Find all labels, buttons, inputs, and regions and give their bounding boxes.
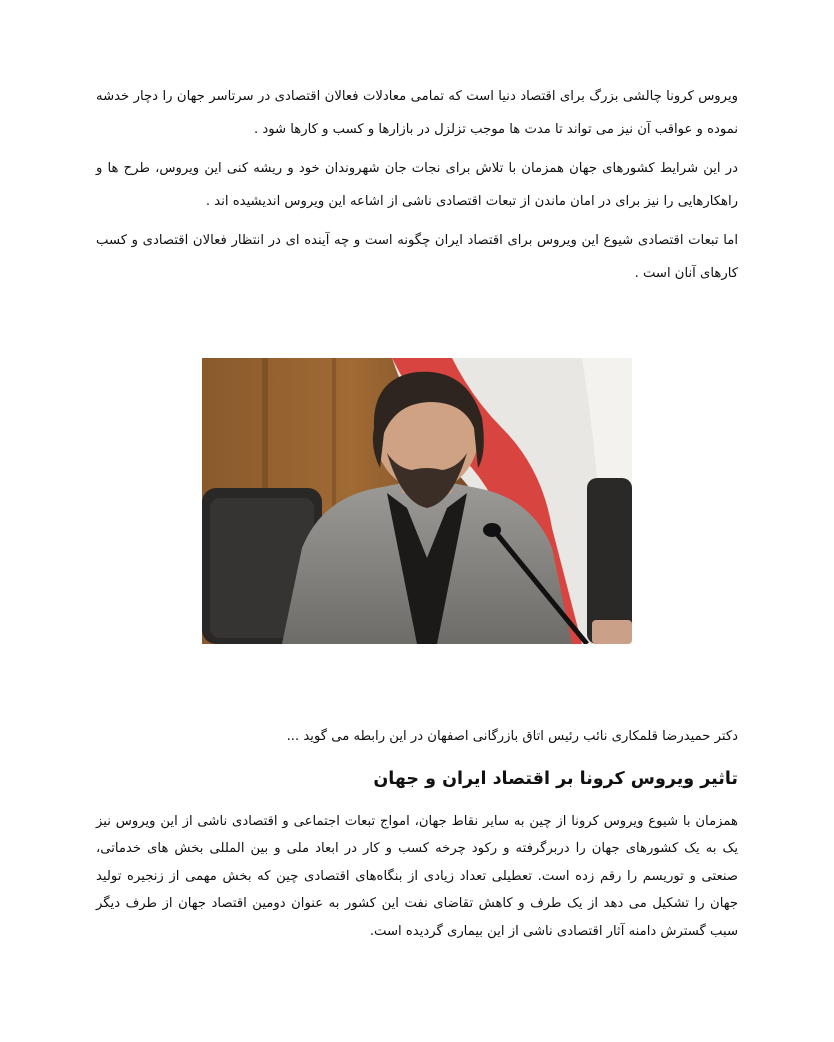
section-heading: تاثیر ویروس کرونا بر اقتصاد ایران و جهان (373, 769, 738, 789)
speaker-photo (202, 358, 632, 644)
intro-paragraph-2: در این شرایط کشورهای جهان همزمان با تلاش برای نجات جان شهروندان خود و ریشه کنی این ویروس، طرح ها و راهکارهایی را نیز برای در امان ماندن از تبعات اقتصادی ناشی از اشاعه این ویروس اندیشیده اند . (96, 161, 738, 209)
section-body: همزمان با شیوع ویروس کرونا از چین به سایر نقاط جهان، امواج تبعات اجتماعی و اقتصادی ناشی از این ویروس نیز یک به یک کشورهای جهان را دربرگرفته و رکود چرخه کسب و کار در ابعاد ملی و بین المللی بخش های خدماتی، صنعتی و توریسم را رقم زده است. تعطیلی تعداد زیادی از بنگاه‌های اقتصادی چین که بخش مهمی از زنجیره تولید جهان را تشکیل می دهد از یک طرف و کاهش تقاضای نفت این کشور به عنوان دومین اقتصاد جهان از طرف دیگر سبب گسترش دامنه آثار اقتصادی ناشی از این بیماری گردیده است. (96, 814, 738, 939)
intro-paragraph-1: ویروس کرونا چالشی بزرگ برای اقتصاد دنیا است که تمامی معادلات فعالان اقتصادی در سرتاسر جهان را دچار خدشه نموده و عواقب آن نیز می تواند تا مدت ها موجب تزلزل در بازارها و کسب و کارها شود . (96, 89, 738, 137)
intro-paragraph-3: اما تبعات اقتصادی شیوع این ویروس برای اقتصاد ایران چگونه است و چه آینده ای در انتظار فعالان اقتصادی و کسب کارهای آنان است . (96, 233, 738, 281)
intro-section (96, 80, 738, 290)
photo-caption: دکتر حمیدرضا قلمکاری نائب رئیس اتاق بازرگانی اصفهان در این رابطه می گوید ... (286, 729, 738, 744)
